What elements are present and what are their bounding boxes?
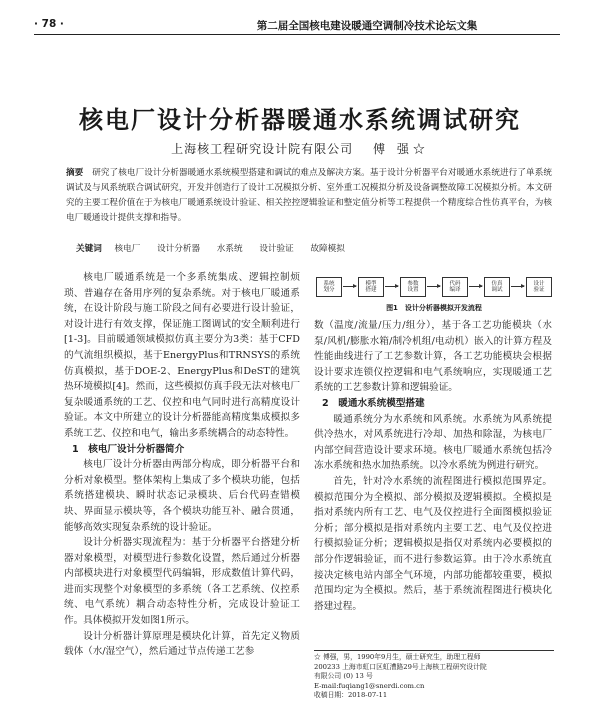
flow-box: 设计 验证 — [526, 277, 552, 297]
footnote-line: 200233 上海市虹口区虹漕路29号上海核工程研究设计院 — [314, 662, 487, 671]
keyword: 水系统 — [216, 244, 243, 254]
paragraph: 数（温度/流量/压力/组分），基于各工艺功能模块（水泵/风机/膨胀水箱/制冷机组/电动机）嵌入的计算方程及性能曲线进行了工艺参数计算，各工艺功能模块会根据设计要求连锁仪控逻辑和电气系统响应，实现暖通工艺系统的工艺参数计算和逻辑验证。 — [314, 320, 552, 394]
figure-caption: 图1 设计分析器模拟开发流程 — [386, 304, 482, 312]
running-header — [34, 16, 560, 35]
section-heading: 1 核电厂设计分析器简介 — [72, 443, 185, 455]
flow-arrow — [469, 286, 482, 287]
author-line — [0, 140, 600, 157]
paragraph: 核电厂暖通系统是一个多系统集成、逻辑控制烦琐、普遍存在备用序列的复杂系统。对于核电厂暖通系统，在设计阶段与施工阶段之间有必要进行设计验证，对设计进行有效支撑，保证施工图调试的安全顺利进行[1-3]。目前暖通领域模拟仿真主要分为3类：基于CFD的气流组织模拟，基于EnergyPlus和TRNSYS的系统仿真模拟，基于DOE-2、EnergyPlus和DeST的建筑热环境模拟[4]。然而，这些模拟仿真手段无法对核电厂复杂暖通系统的工艺、仪控和电气同时进行高精度设计验证。本文中所建立的设计分析器能高精度集成模拟多系统工艺、仪控和电气，输出多系统耦合的动态特性。 — [64, 272, 300, 439]
keywords-label: 关键词 — [76, 244, 102, 254]
keyword: 核电厂 — [114, 244, 141, 254]
flow-arrow — [385, 286, 398, 287]
footnote-line: E-mail:fuqiang1@snerdi.com.cn — [314, 681, 425, 690]
abstract — [66, 166, 552, 226]
abstract-label: 摘要 — [66, 168, 84, 178]
paper-title: 核电厂设计分析器暖通水系统调试研究 — [79, 106, 521, 134]
section-heading: 2 暖通水系统模型搭建 — [322, 397, 425, 409]
flow-box: 仿真 调试 — [484, 277, 510, 297]
flow-arrow — [343, 286, 356, 287]
footnote — [314, 650, 554, 701]
author-name: 傅 强☆ — [373, 142, 429, 156]
paragraph: 核电厂设计分析器由两部分构成，即分析器平台和分析对象模型。整体架构上集成了多个模块功能，包括系统搭建模块、瞬时状态记录模块、后台代码查错模块、界面显示模块等，各个模块功能互补、融合贯通，能够高效实现复杂系统的设计验证。 — [64, 459, 300, 533]
keyword: 故障模拟 — [310, 244, 345, 254]
flow-arrow — [427, 286, 440, 287]
paragraph: 首先，针对冷水系统的流程图进行模拟范围界定。模拟范围分为全模拟、部分模拟及逻辑模拟。全模拟是指对系统内所有工艺、电气及仪控进行全面图模拟验证分析；部分模拟是指对系统内主要工艺、电气及仪控进行模拟验证分析；逻辑模拟是指仅对系统内必要模拟的部分作逻辑验证，而不进行参数运算。由于冷水系统直接决定核电站内部全气环境，内部功能都较重要，模拟范围均定为全模拟。然后，基于系统流程图进行模块化搭建过程。 — [314, 475, 552, 612]
affiliation: 上海核工程研究设计院有限公司 — [171, 142, 354, 156]
footnote-line: 有限公司 (0) 13 号 — [314, 672, 373, 681]
abstract-text: 研究了核电厂设计分析器暖通水系统模型搭建和调试的难点及解决方案。基于设计分析器平台对暖通水系统进行了单系统调试及与风系统联合调试研究，开发并创造行了设计工况模拟分析、室外重工况模拟分析及设备调整故障工况模拟分析。本文研究的主要工程价值在于为核电厂暖通系统设计验证、相关控控逻辑验证和整定值分析等工程提供一个精度综合性仿真平台，为核电厂暖通设计提供支撑和指导。 — [66, 168, 552, 223]
footnote-line: ☆ 傅强，男，1990年9月生，硕士研究生，助理工程师 — [314, 653, 481, 661]
right-column — [314, 318, 552, 614]
flow-box: 系统 划分 — [316, 277, 342, 297]
page-number: · 78 · — [34, 18, 64, 30]
flow-arrow — [511, 286, 524, 287]
flow-box: 参数 设置 — [400, 277, 426, 297]
flow-box: 代码 编译 — [442, 277, 468, 297]
paragraph: 设计分析器计算原理是模块化计算，首先定义物质载体（水/湿空气），然后通过节点传递工艺参 — [64, 630, 300, 658]
keyword: 设计验证 — [259, 244, 294, 254]
keywords — [76, 242, 552, 254]
footnote-line: 收稿日期：2018-07-11 — [314, 691, 388, 700]
paragraph: 设计分析器实现流程为：基于分析器平台搭建分析器对象模型，对模型进行参数化设置，然后通过分析器内部模块进行对象模型代码编辑，形成数值计算代码，进而实现整个对象模型的多系统（各工艺系统、仪控系统、电气系统）耦合动态特性分析，完成设计验证工作。具体模拟开发如图1所示。 — [64, 537, 300, 627]
journal-title: 第二届全国核电建设暖通空调制冷技术论坛文集 — [256, 20, 478, 32]
keyword: 设计分析器 — [157, 244, 201, 254]
figure-1-flowchart — [316, 275, 552, 315]
paragraph: 暖通系统分为水系统和风系统。水系统为风系统提供冷热水，对风系统进行冷却、加热和除湿，为核电厂内部空间营造设计要求环境。核电厂暖通水系统包括冷冻水系统和热水加热系统。以冷水系统为例进行研究。 — [314, 413, 552, 472]
left-column — [64, 270, 300, 660]
flow-box: 模型 搭建 — [358, 277, 384, 297]
